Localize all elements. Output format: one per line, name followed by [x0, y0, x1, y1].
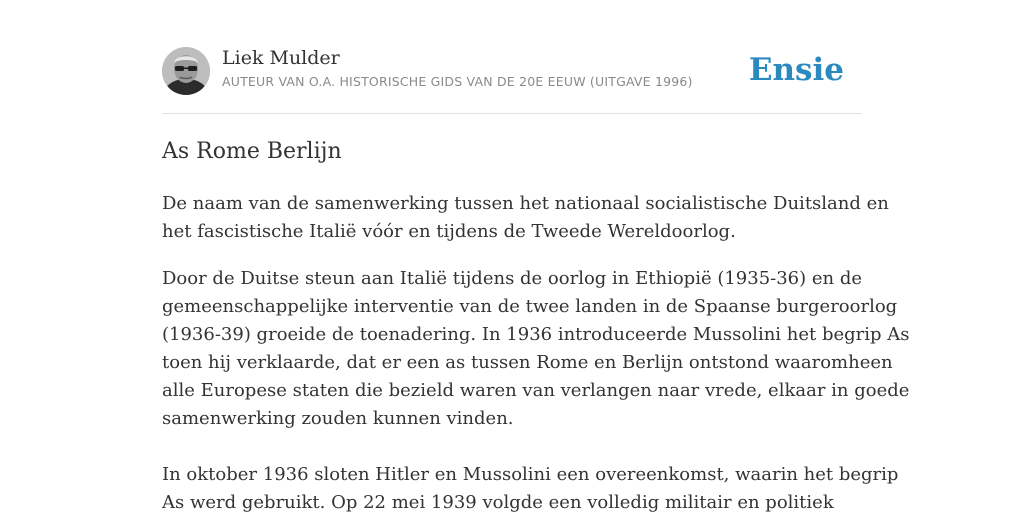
paragraph-line: (1936-39) groeide de toenadering. In 1936 introduceerde Mussolini het begrip As	[162, 324, 910, 345]
paragraph-line: alle Europese staten die bezield waren van verlangen naar vrede, elkaar in goede	[162, 380, 910, 401]
author-description: AUTEUR VAN O.A. HISTORISCHE GIDS VAN DE 20E EEUW (UITGAVE 1996)	[222, 74, 693, 89]
author-avatar[interactable]	[162, 47, 210, 95]
author-portrait-icon	[162, 47, 210, 95]
article-title: As Rome Berlijn	[162, 139, 342, 164]
article-paragraph-2	[162, 265, 910, 433]
paragraph-line: het fascistische Italië vóór en tijdens de Tweede Wereldoorlog.	[162, 221, 736, 242]
paragraph-line: gemeenschappelijke interventie van de twee landen in de Spaanse burgeroorlog	[162, 296, 898, 317]
author-name[interactable]: Liek Mulder	[222, 47, 340, 69]
header-divider	[162, 113, 862, 114]
article-paragraph-3	[162, 461, 899, 512]
paragraph-line: toen hij verklaarde, dat er een as tussen Rome en Berlijn ontstond waaromheen	[162, 352, 893, 373]
article-header	[162, 46, 862, 96]
paragraph-line: In oktober 1936 sloten Hitler en Mussolini een overeenkomst, waarin het begrip	[162, 464, 899, 485]
paragraph-line: As werd gebruikt. Op 22 mei 1939 volgde een volledig militair en politiek	[162, 492, 834, 512]
article-paragraph-1	[162, 190, 889, 246]
paragraph-line: De naam van de samenwerking tussen het nationaal socialistische Duitsland en	[162, 193, 889, 214]
paragraph-line: Door de Duitse steun aan Italië tijdens de oorlog in Ethiopië (1935-36) en de	[162, 268, 863, 289]
ensie-logo[interactable]: Ensie	[748, 52, 844, 88]
paragraph-line: samenwerking zouden kunnen vinden.	[162, 408, 514, 429]
